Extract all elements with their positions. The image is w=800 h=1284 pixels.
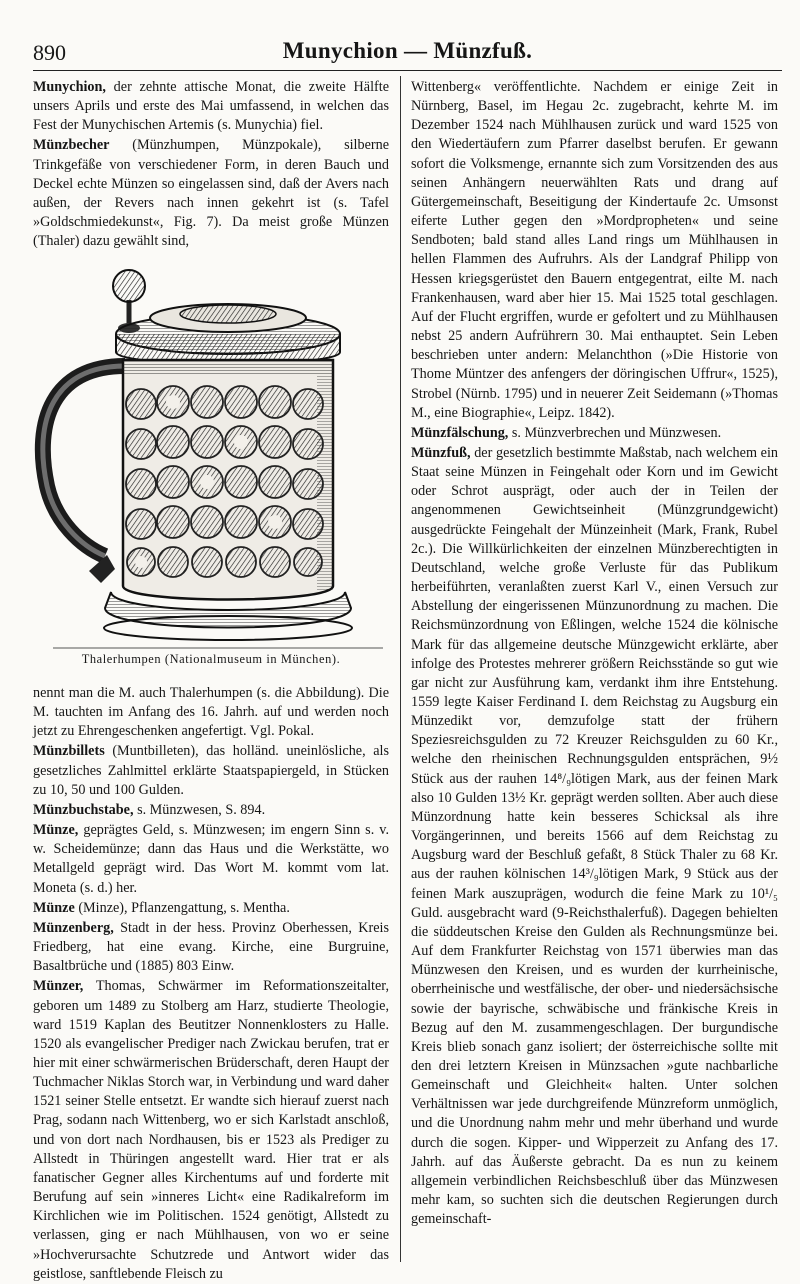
entry-text: der gesetzlich bestimmte Maßstab, nach welchem ein Staat seine Münzen in Feingehalt oder Korn und im Gewicht oder Schrot ausprägt, oder auch der in Teilen der angenommenen Gewichtseinheit (Münzgrundgewicht) ausgedrückte Feingehalt der Münzeinheit (Mark, Frank, Rubel 2c.). Die Willkürlichkeiten der einzelnen Münzberechtigten in Deutschland, welche große Verluste für das Publikum herbeiführten, veranlaßten zuerst Karl V., einen Versuch zur Abstellung der eingerissenen Münzunordnung zu machen. Die Reichsmünzordnung von Eßlingen, welche 1524 die kölnische Mark für das allgemeine deutsche Münzgewicht erklärte, aber infolge des Protestes mehrerer größern Reichsstände so gut wie gar nicht zur Ausführung kam, verdankt ihm ihre Entstehung. 1559 legte Kaiser Ferdinand I. dem Reichstag zu Augsburg ein Münzedikt vor, demzufolge statt der frühern Speziesreichsgulden zu 72 Kreuzer Reichsgulden zu 60 Kr., welche den rheinischen Rechnungsgulden entsprächen, 9½ Stück aus der rauhen 14⁸/₉lötigen Mark, aus der feinen Mark also 10 Gulden 13½ Kr. geprägt werden sollten. Aber auch diese Münzordnung hatte kein besseres Schicksal als ihre Vorgängerinnen, und bereits 1566 auf dem Reichstag zu Augsburg ward der Beschluß gefaßt, 8 Stück Thaler zu 68 Kr. aus der rauhen kölnischen 14³/₉lötigen Mark, 9 Stück aus der feinen Mark auszuprägen, wodurch die feine Mark zu 10¹/₅ Guld. ausgebracht ward (9-Reichsthalerfuß). Dagegen behielten die süddeutschen Kreise den Gulden als Rechnungsmünze bei. Auf dem Frankfurter Reichstag von 1571 überwies man das Münzwesen den Kreisen, und es wurden der kurrheinische, oberrheinische und westfälische, der ober- und niedersächsische sowie der bayrische, schwäbische und fränkische Kreis in Bezug auf den M. zusammengeschlagen. Der burgundische Kreis blieb sonach ganz isoliert; der österreichische sollte mit den drei letztern Kreisen in Münzsachen »gute nachbarliche Gemeinschaft und Gleichheit« halten. Unter solchen Verhältnissen war jede durchgreifende Münzreform unmöglich, und die Unordnung nahm mehr und mehr überhand und wurde durch die sogen. Kipper- und Wipperzeit zu Anfang des 17. Jahrh. auf das Äußerste gebracht. Da es nun zu keinem allgemein verbindlichen Reichsbeschluß über das Münzwesen mehr kam, so suchten sich die deutschen Regierungen durch gemeinschaft- bbox=[411, 444, 778, 1228]
column-divider bbox=[400, 76, 401, 1262]
entry bbox=[411, 444, 778, 1229]
entry-text: (Minze), Pflanzengattung, s. Mentha. bbox=[74, 899, 290, 916]
entry bbox=[33, 899, 389, 918]
page-header bbox=[33, 34, 782, 71]
entry-lemma: Münzbecher bbox=[33, 137, 110, 154]
tankard-engraving bbox=[33, 256, 389, 654]
entry-lemma: Münzfuß, bbox=[411, 444, 471, 461]
entry-lemma: Münze bbox=[33, 899, 75, 916]
entry-text: der zehnte attische Monat, die zweite Hälfte unsers Aprils und erste des Mai umfassend, in welchen das Fest der Munychischen Artemis (s. Munychia) fiel. bbox=[33, 79, 389, 134]
page-number: 890 bbox=[33, 40, 66, 65]
figure-caption: Thalerhumpen (Nationalmuseum in München). bbox=[81, 652, 341, 666]
entry bbox=[33, 977, 389, 1284]
running-head: Munychion — Münzfuß. bbox=[282, 38, 533, 63]
right-column bbox=[411, 78, 778, 1263]
entry-text: geprägtes Geld, s. Münzwesen; im engern Sinn s. v. w. Scheidemünze; dann das Haus und die Werkstätte, wo Metallgeld geprägt wird. Das Wort M. kommt vom lat. Moneta (s. d.) her. bbox=[33, 822, 389, 896]
entry-text: Wittenberg« veröffentlichte. Nachdem er einige Zeit in Nürnberg, Basel, im Hegau 2c. zugebracht, kehrte M. im Dezember 1524 nach Mühlhausen zurück und ward 1525 von den Wiedertäufern zum Pfarrer daselbst berufen. Er gewann sofort die Volksmenge, ernannte sich zum Vorsitzenden des aus seinen Anhängern neuerwählten Rats und drang auf Gütergemeinschaft, Beseitigung der Kindertaufe 2c. Umsonst eiferte Luther gegen den »Mordpropheten« und seine Sendboten; bald stand alles Land rings um Mühlhausen in hellen Flammen des Aufruhrs. Als der Landgraf Philipp von Hessen kriegsgerüstet den Bauern entgegentrat, eilte M. nach Frankenhausen, ward aber hier 15. Mai 1525 total geschlagen. Auf der Flucht ergriffen, wurde er gefoltert und zu Mühlhausen nebst 25 andern Aufrührern 30. Mai enthauptet. Sein Leben beschrieben unter andern: Melanchthon (»Die Historie von Thome Müntzer des anfengers der döringischen Uffrur«, 1525), Strobel (Nürnb. 1795) und in neuerer Zeit Seidemann (»Thomas M., eine Biographie«, Leipz. 1842). bbox=[411, 79, 778, 421]
entry-text: (Münzhumpen, Münzpokale), silberne Trinkgefäße von verschiedener Form, in deren Bauch und Deckel echte Münzen so eingelassen sind, daß der Avers nach außen, der Revers nach innen gekehrt ist (s. Tafel »Goldschmiedekunst«, Fig. 7). Da meist große Münzen (Thaler) dazu gewählt sind, bbox=[33, 137, 389, 250]
entry-lemma: Münzfälschung, bbox=[411, 424, 509, 441]
entry bbox=[411, 424, 778, 443]
entry-text: (Muntbilleten), das holländ. uneinlösliche, als gesetzliches Zahlmittel erklärte Staatspapiergeld, in Stücken zu 10, 50 und 100 Gulden. bbox=[33, 743, 389, 798]
entry bbox=[33, 821, 389, 898]
entry-lemma: Münzenberg, bbox=[33, 919, 114, 936]
entry-lemma: Munychion, bbox=[33, 79, 106, 95]
entry bbox=[33, 742, 389, 799]
entry-text: s. Münzwesen, S. 894. bbox=[133, 801, 266, 818]
entry-lemma: Münze, bbox=[33, 822, 79, 839]
entry bbox=[33, 78, 389, 135]
entry bbox=[33, 801, 389, 820]
entry bbox=[33, 684, 389, 741]
entry bbox=[33, 136, 389, 251]
tankard-illustration bbox=[33, 256, 389, 654]
left-column-bottom bbox=[33, 684, 389, 1282]
entry bbox=[411, 78, 778, 423]
entry-lemma: Münzbuchstabe, bbox=[33, 801, 134, 818]
entry-text: Thomas, Schwärmer im Reformationszeitalter, geboren um 1489 zu Stolberg am Harz, studierte Theologie, ward 1519 Kaplan des Beutitzer Nonnenklosters zu Halle. 1520 als evangelischer Prediger nach Zwickau berufen, trat er hier mit einer schwärmerischen Brüderschaft, deren Haupt der Tuchmacher Niklas Storch war, in Verbindung und ward daher 1521 seiner Stelle entsetzt. Er wandte sich hierauf zuerst nach Prag, sodann nach Wittenberg, wo er sich Karlstadt anschloß, und von dort nach Nordhausen, bis er 1523 als Prediger zu Allstedt in Thüringen angestellt ward. Hier trat er als fanatischer Gegner alles Kirchentums auf und forderte mit Berufung auf sein »inneres Licht« eine Radikalreform im Kirchlichen wie im Politischen. 1524 genötigt, Allstedt zu verlassen, ging er nach Mühlhausen, von wo er seine »Hochverursachte Schutzrede und Antwort wider das geistlose, sanftlebende Fleisch zu bbox=[33, 978, 389, 1282]
entry-text: Stadt in der hess. Provinz Oberhessen, Kreis Friedberg, hat eine evang. Kirche, eine Burgruine, Basaltbrüche und (1885) 803 Einw. bbox=[33, 919, 389, 975]
entry-lemma: Münzbillets bbox=[33, 743, 105, 760]
entry-lemma: Münzer, bbox=[33, 978, 84, 995]
entry-text: s. Münzverbrechen und Münzwesen. bbox=[508, 424, 722, 441]
entry-text: nennt man die M. auch Thalerhumpen (s. die Abbildung). Die M. tauchten im Anfang des 16. Jahrh. auf und werden noch jetzt zu Ehrengeschenken angefertigt. Vgl. Pokal. bbox=[33, 685, 389, 740]
entry bbox=[33, 919, 389, 976]
